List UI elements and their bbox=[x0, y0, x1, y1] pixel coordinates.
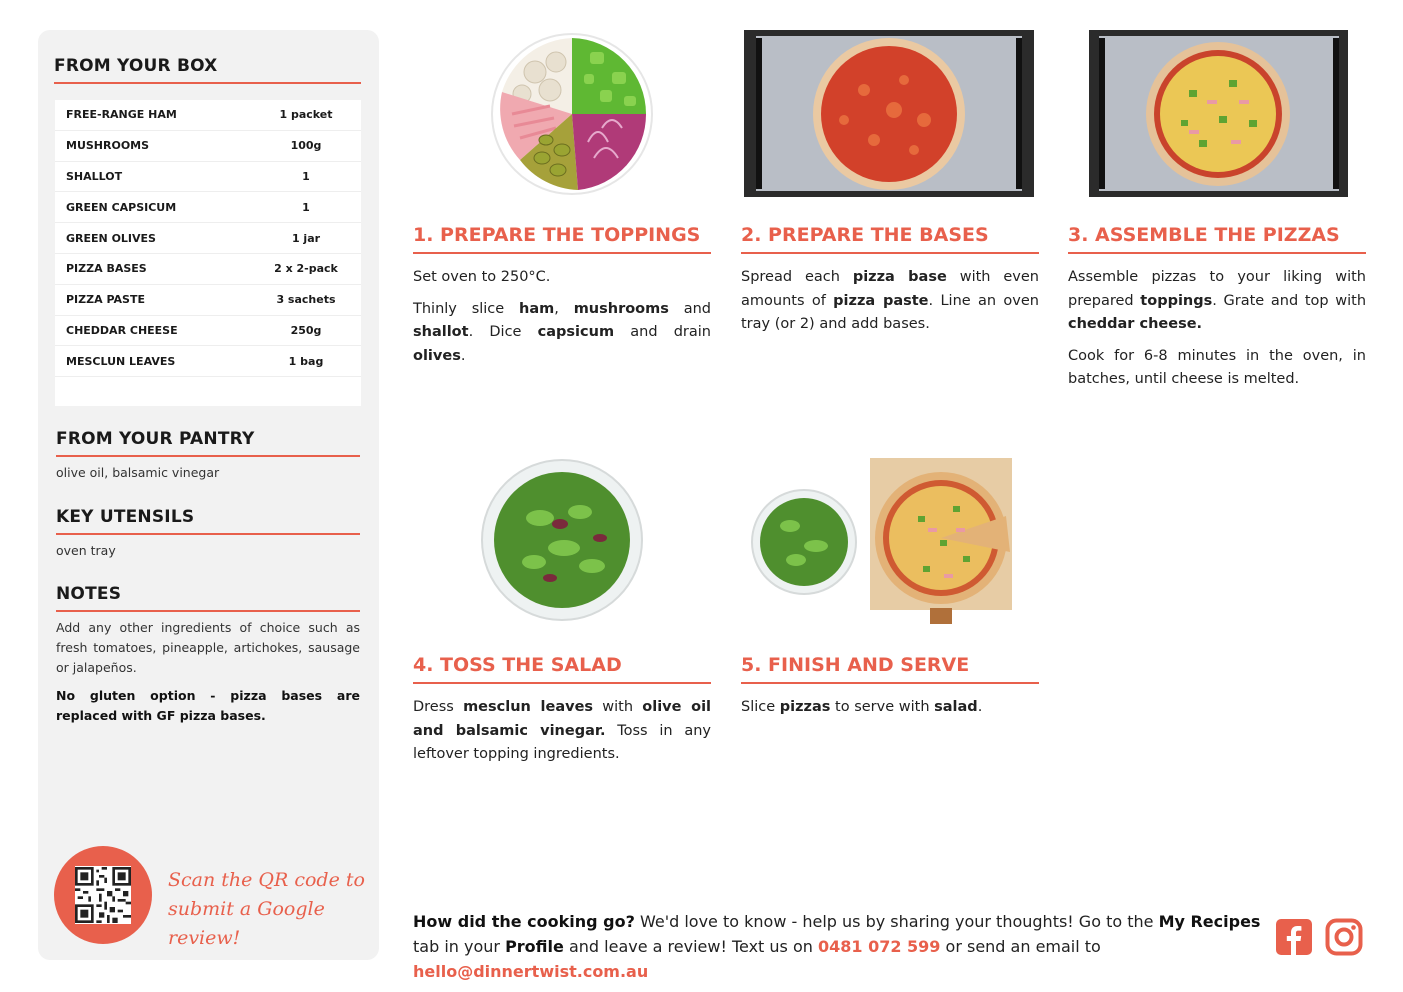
step1-title: 1. PREPARE THE TOPPINGS bbox=[413, 224, 711, 254]
pantry-heading: FROM YOUR PANTRY bbox=[56, 429, 360, 457]
ingredient-name: GREEN CAPSICUM bbox=[66, 200, 177, 214]
ingredient-row bbox=[55, 100, 361, 131]
ingredient-qty: 1 packet bbox=[279, 108, 333, 122]
step4-title: 4. TOSS THE SALAD bbox=[413, 654, 711, 684]
qr-caption-line2: submit a Google review! bbox=[168, 898, 325, 949]
step4-body bbox=[413, 696, 711, 775]
step4-text: Dress mesclun leaves with olive oil and balsamic vinegar. Toss in any leftover topping ingredients. bbox=[413, 699, 712, 762]
utensils-text: oven tray bbox=[56, 543, 116, 558]
ingredient-name: SHALLOT bbox=[66, 169, 123, 183]
ingredient-row bbox=[55, 162, 361, 193]
sidebar bbox=[38, 30, 379, 960]
ingredients-table bbox=[55, 100, 361, 406]
step2-text: Spread each pizza base with even amounts of pizza paste. Line an oven tray (or 2) and add bases. bbox=[741, 269, 1039, 332]
ingredient-qty: 1 jar bbox=[291, 231, 321, 245]
ingredient-row bbox=[55, 131, 361, 162]
ingredient-qty: 250g bbox=[290, 323, 322, 337]
notes-heading: NOTES bbox=[56, 584, 360, 612]
step3-assemble-text: Assemble pizzas to your liking with prepared toppings. Grate and top with cheddar cheese. bbox=[1068, 269, 1367, 332]
ingredient-qty: 1 bag bbox=[288, 354, 324, 368]
ingredient-qty: 1 bbox=[302, 200, 310, 214]
notes-text: Add any other ingredients of choice such as fresh tomatoes, pineapple, artichokes, sausage or jalapeños. bbox=[56, 620, 360, 675]
qr-badge bbox=[54, 846, 152, 944]
step3-cook-text: Cook for 6-8 minutes in the oven, in batches, until cheese is melted. bbox=[1068, 347, 1366, 387]
footer-question: How did the cooking go? bbox=[413, 912, 635, 931]
footer-review-text: How did the cooking go? We'd love to know - help us by sharing your thoughts! Go to the My Recipes tab in your Profile and leave a review! Text us on 0481 072 599 or send an email to hello@dinnertwist.com.au bbox=[413, 912, 1261, 981]
facebook-icon[interactable] bbox=[1275, 918, 1313, 956]
ingredient-row bbox=[55, 346, 361, 377]
ingredient-qty: 100g bbox=[290, 139, 322, 153]
step3-body bbox=[1068, 266, 1366, 400]
email-link[interactable]: hello@dinnertwist.com.au bbox=[413, 962, 649, 981]
ingredient-name: MUSHROOMS bbox=[66, 139, 150, 153]
step1-body bbox=[413, 266, 711, 376]
ingredient-row bbox=[55, 223, 361, 254]
ingredient-name: MESCLUN LEAVES bbox=[66, 354, 176, 368]
table-spacer bbox=[55, 377, 361, 406]
ingredient-qty: 1 bbox=[302, 169, 310, 183]
profile-label: Profile bbox=[505, 937, 564, 956]
step3-title: 3. ASSEMBLE THE PIZZAS bbox=[1068, 224, 1366, 254]
pantry-text: olive oil, balsamic vinegar bbox=[56, 465, 220, 480]
toppings-photo bbox=[490, 32, 654, 196]
from-your-box-heading: FROM YOUR BOX bbox=[54, 56, 361, 84]
ingredient-row bbox=[55, 254, 361, 285]
step2-title: 2. PREPARE THE BASES bbox=[741, 224, 1039, 254]
ingredient-name: PIZZA PASTE bbox=[66, 293, 145, 307]
ingredient-name: CHEDDAR CHEESE bbox=[66, 323, 178, 337]
step5-text: Slice pizzas to serve with salad. bbox=[741, 699, 983, 715]
step5-body bbox=[741, 696, 1039, 728]
qr-caption bbox=[168, 866, 379, 953]
step5-title: 5. FINISH AND SERVE bbox=[741, 654, 1039, 684]
utensils-heading: KEY UTENSILS bbox=[56, 507, 360, 535]
step1-slice-text: Thinly slice ham, mushrooms and shallot. Dice capsicum and drain olives. bbox=[413, 300, 711, 364]
qr-code-icon[interactable] bbox=[75, 866, 131, 924]
step2-body bbox=[741, 266, 1039, 345]
ingredient-name: PIZZA BASES bbox=[66, 262, 147, 276]
qr-caption-line1: Scan the QR code to bbox=[168, 869, 365, 891]
finished-pizza-photo bbox=[748, 456, 1028, 626]
notes-gluten-free: No gluten option - pizza bases are replaced with GF pizza bases. bbox=[56, 688, 360, 723]
ingredient-row bbox=[55, 285, 361, 316]
ingredient-qty: 3 sachets bbox=[276, 293, 336, 307]
ingredient-qty: 2 x 2-pack bbox=[274, 262, 338, 276]
bases-photo bbox=[744, 30, 1034, 197]
ingredient-name: FREE-RANGE HAM bbox=[66, 108, 177, 122]
salad-photo bbox=[480, 458, 644, 622]
step1-oven-text: Set oven to 250°C. bbox=[413, 269, 551, 285]
phone-link[interactable]: 0481 072 599 bbox=[817, 937, 941, 956]
ingredient-name: GREEN OLIVES bbox=[66, 231, 156, 245]
ingredient-row bbox=[55, 192, 361, 223]
ingredient-row bbox=[55, 316, 361, 347]
my-recipes-label: My Recipes bbox=[1158, 912, 1261, 931]
assembled-pizza-photo bbox=[1089, 30, 1348, 197]
instagram-icon[interactable] bbox=[1325, 918, 1363, 956]
